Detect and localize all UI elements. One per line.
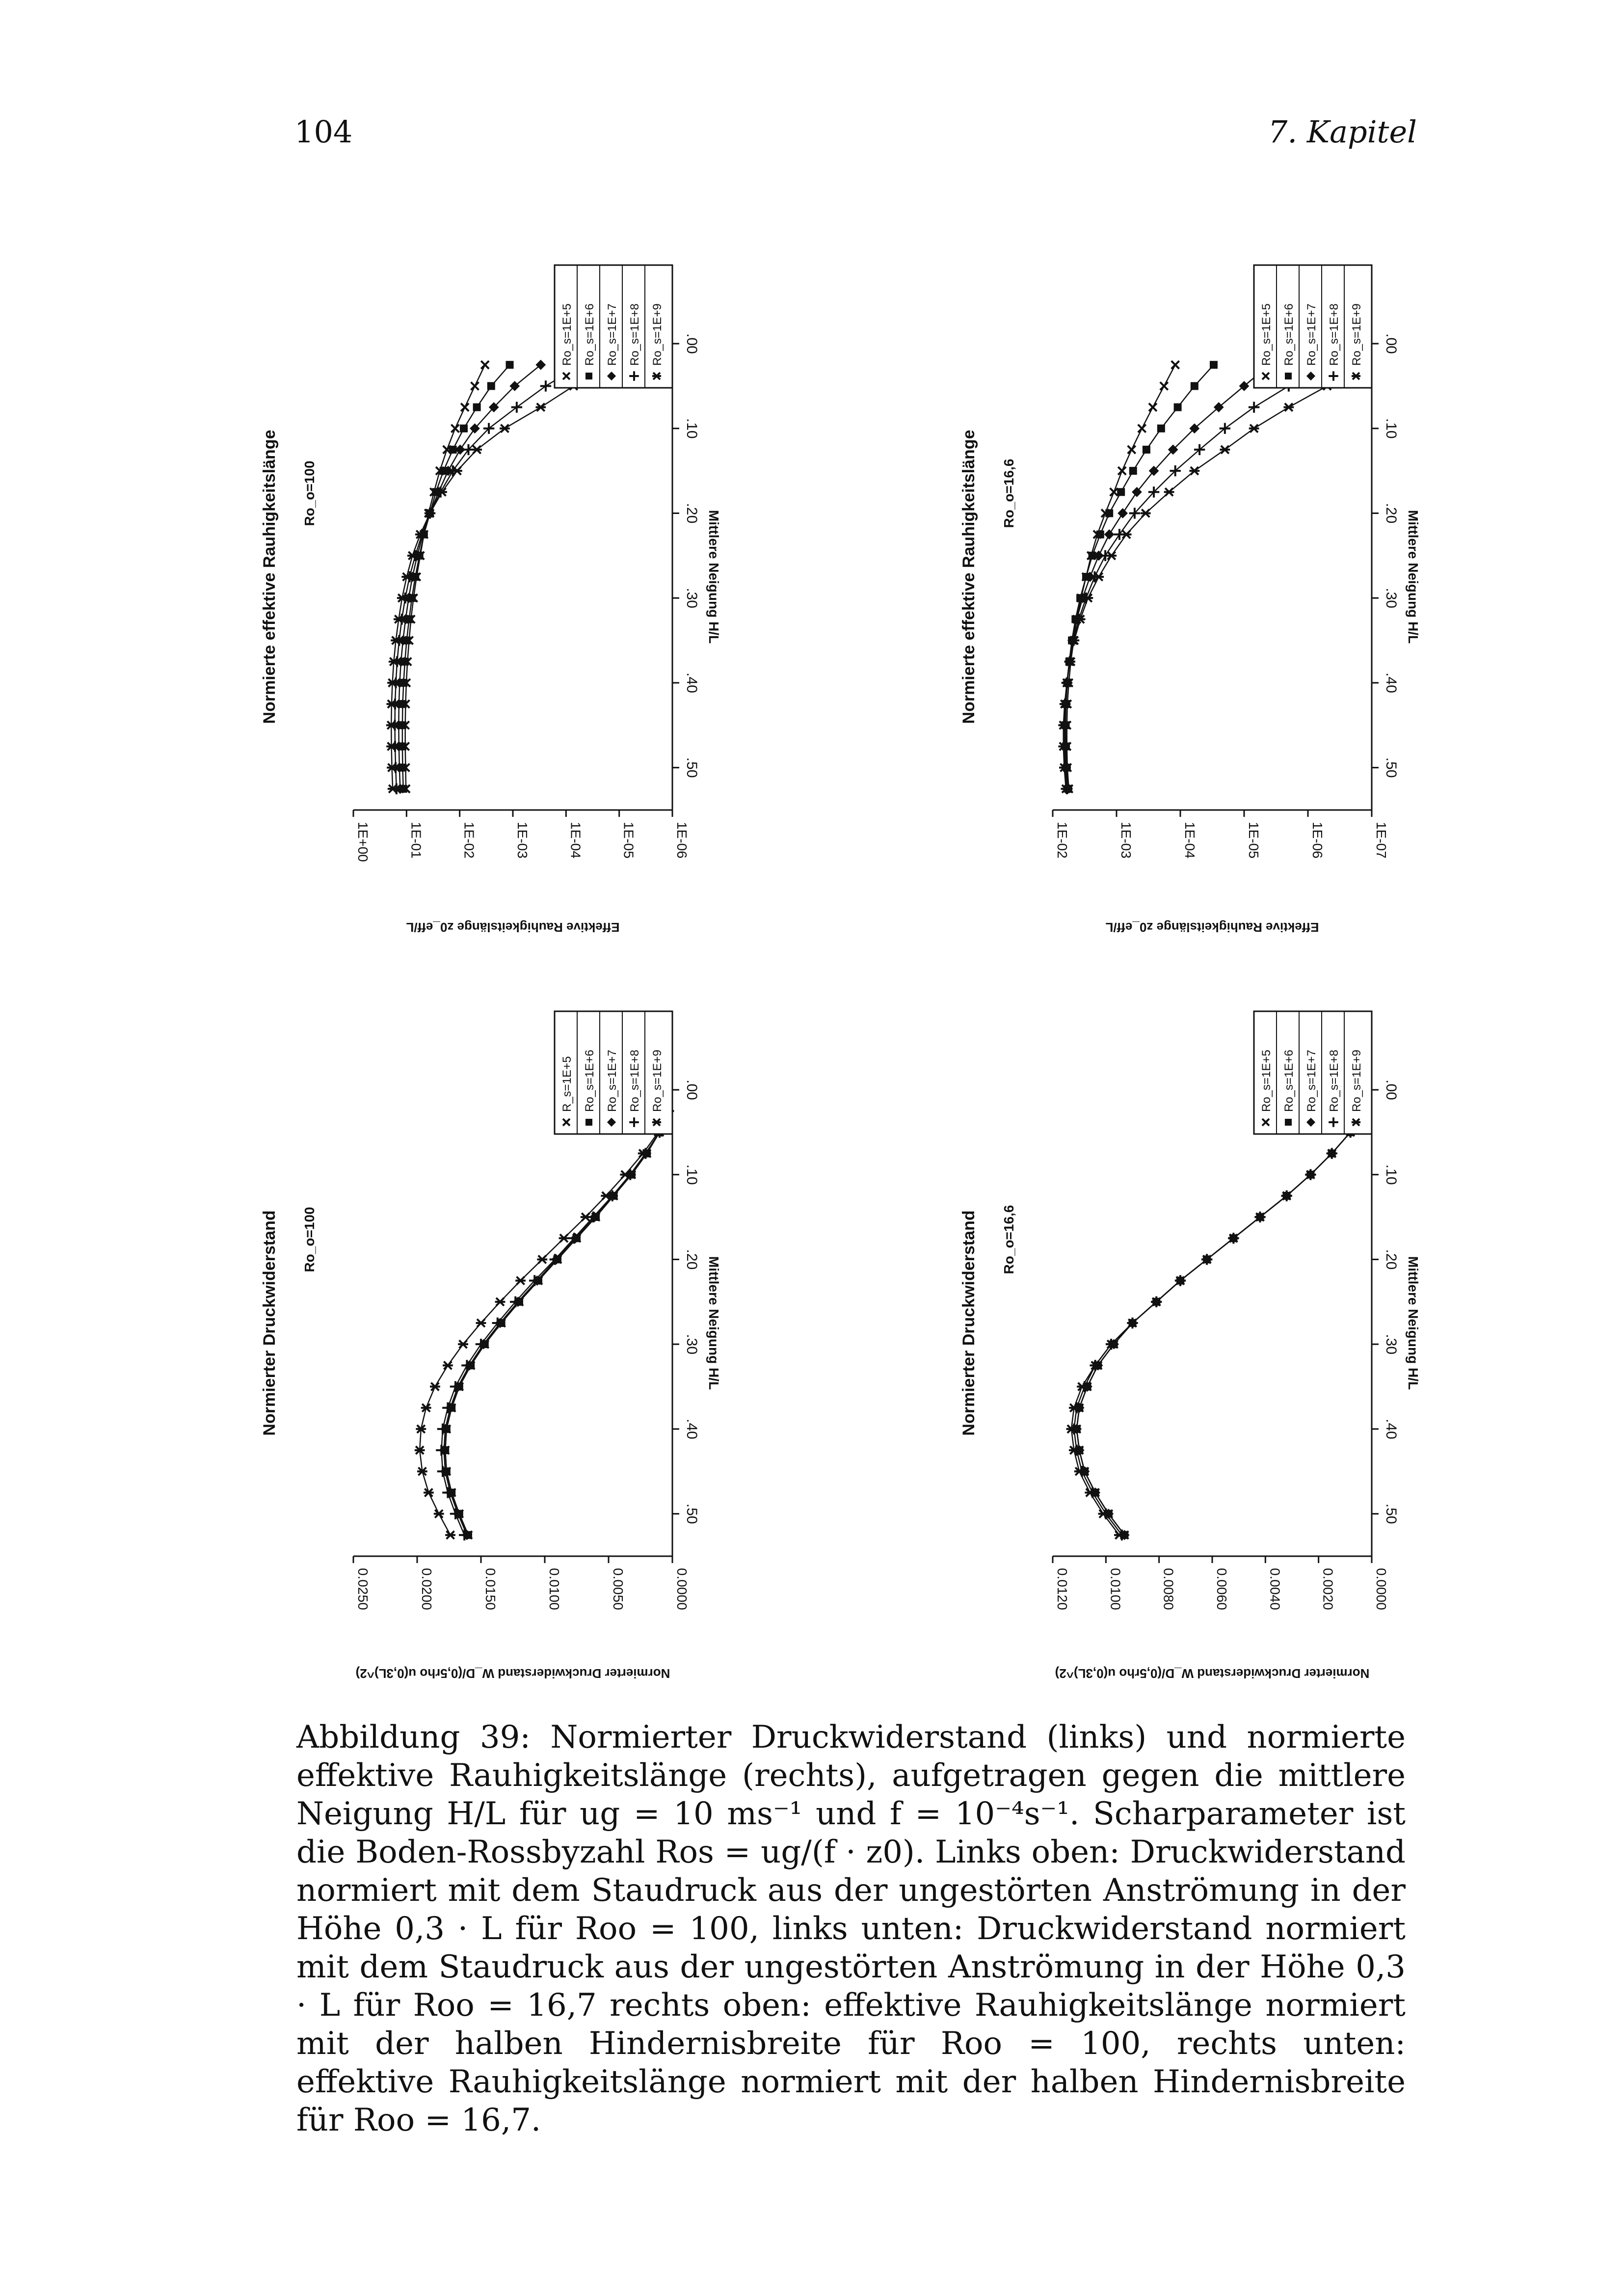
- data-point: [1104, 529, 1115, 540]
- x-tick-label: .00: [684, 333, 700, 354]
- y-tick-label: 1E-02: [461, 822, 477, 859]
- chart-title: Normierter Druckwiderstand: [959, 1210, 978, 1436]
- x-axis-title: Mittlere Neigung H/L: [706, 510, 721, 644]
- data-point: [487, 382, 495, 390]
- chapter-title: 7. Kapitel: [1268, 114, 1417, 150]
- figure-caption: [296, 1718, 1406, 2139]
- legend-label: Ro_s=1E+7: [1305, 1050, 1318, 1112]
- legend-label: Ro_s=1E+7: [606, 1050, 619, 1112]
- legend-label: Ro_s=1E+9: [651, 1050, 664, 1112]
- x-tick-label: .40: [1383, 673, 1399, 693]
- y-tick-label: 0.0200: [419, 1568, 434, 1610]
- legend-marker: [585, 373, 592, 379]
- series-line: [1071, 1111, 1364, 1535]
- data-point: [1085, 1488, 1095, 1496]
- y-tick-label: 1E+00: [355, 822, 371, 862]
- series-3: [1068, 1106, 1369, 1540]
- data-point: [1121, 531, 1132, 539]
- chart-title: Normierter Druckwiderstand: [260, 1210, 279, 1436]
- y-tick-label: 0.0100: [1108, 1568, 1123, 1610]
- data-point: [1110, 488, 1118, 496]
- x-axis-title: Mittlere Neigung H/L: [1406, 1256, 1421, 1390]
- data-point: [620, 1171, 630, 1179]
- legend-marker: [1285, 1119, 1292, 1126]
- data-point: [472, 446, 482, 454]
- data-point: [443, 1361, 453, 1369]
- data-point: [1105, 509, 1113, 517]
- page-number: 104: [294, 114, 353, 150]
- data-point: [1283, 404, 1294, 411]
- chart-subtitle: Ro_o=100: [302, 460, 317, 526]
- data-point: [559, 1234, 569, 1242]
- legend-label: Ro_s=1E+7: [606, 303, 619, 366]
- chart-subtitle: Ro_o=16,6: [1001, 1205, 1016, 1274]
- page-header: [294, 114, 1417, 158]
- x-tick-label: .30: [1383, 1334, 1399, 1355]
- y-axis-title: Normierter Druckwiderstand W_D/(0,5rho u(0,3L)^2): [355, 1666, 670, 1681]
- y-tick-label: 1E-06: [1310, 822, 1325, 859]
- data-point: [537, 1255, 547, 1263]
- y-tick-label: 1E-02: [1055, 822, 1070, 859]
- x-tick-label: .20: [684, 503, 700, 524]
- y-tick-label: 0.0120: [1055, 1568, 1070, 1610]
- x-tick-label: .10: [1383, 418, 1399, 439]
- data-point: [471, 382, 479, 390]
- legend-label: Ro_s=1E+6: [1282, 303, 1296, 366]
- data-point: [1096, 531, 1104, 539]
- y-axis-title: Normierter Druckwiderstand W_D/(0,5rho u(0,3L)^2): [1055, 1666, 1370, 1681]
- y-tick-label: 0.0000: [1374, 1568, 1389, 1610]
- data-point: [1106, 552, 1117, 560]
- chart-top-right: [945, 255, 1436, 952]
- data-point: [458, 1340, 468, 1348]
- series-2: [439, 1106, 673, 1540]
- y-tick-label: 0.0040: [1267, 1568, 1283, 1610]
- x-tick-label: .30: [684, 588, 700, 609]
- data-point: [452, 467, 462, 475]
- series-0: [1073, 1107, 1368, 1539]
- legend-label: Ro_s=1E+7: [1305, 303, 1318, 366]
- legend-label: Ro_s=1E+6: [583, 303, 596, 366]
- data-point: [601, 1192, 611, 1200]
- legend-label: Ro_s=1E+6: [583, 1050, 596, 1112]
- y-tick-label: 1E-04: [568, 822, 584, 859]
- data-point: [1074, 1467, 1085, 1475]
- x-tick-label: .30: [1383, 588, 1399, 609]
- data-point: [500, 425, 510, 432]
- series-2: [1071, 1106, 1369, 1540]
- data-point: [445, 1531, 455, 1539]
- legend-label: Ro_s=1E+5: [1260, 303, 1273, 366]
- legend-label: R_s=1E+5: [560, 1056, 574, 1112]
- y-tick-label: 0.0000: [674, 1568, 690, 1610]
- y-axis-title: Effektive Rauhigkeitslänge z0_eff/L: [1105, 920, 1319, 935]
- x-tick-label: .10: [1383, 1164, 1399, 1185]
- x-tick-label: .00: [1383, 333, 1399, 354]
- legend-label: Ro_s=1E+9: [1350, 1050, 1363, 1112]
- legend-label: Ro_s=1E+5: [1260, 1050, 1273, 1112]
- data-point: [1077, 1383, 1087, 1391]
- data-point: [1118, 467, 1126, 475]
- data-point: [1083, 594, 1093, 602]
- data-point: [1210, 361, 1218, 369]
- x-tick-label: .00: [684, 1080, 700, 1100]
- data-point: [451, 425, 459, 432]
- data-point: [421, 1404, 431, 1412]
- y-tick-label: 0.0060: [1214, 1568, 1229, 1610]
- x-tick-label: .40: [1383, 1419, 1399, 1439]
- data-point: [506, 361, 514, 369]
- x-tick-label: .20: [1383, 503, 1399, 524]
- data-point: [495, 1298, 506, 1306]
- series-line: [1074, 1111, 1363, 1535]
- series-4: [1058, 361, 1372, 793]
- data-point: [1093, 573, 1104, 581]
- data-point: [1191, 382, 1198, 390]
- data-point: [1128, 446, 1136, 454]
- y-tick-label: 0.0080: [1161, 1568, 1176, 1610]
- legend-label: Ro_s=1E+8: [628, 1050, 641, 1112]
- series-3: [436, 1106, 674, 1540]
- legend-label: Ro_s=1E+8: [1328, 303, 1341, 366]
- series-line: [1064, 365, 1367, 789]
- data-point: [511, 402, 522, 412]
- x-tick-label: .50: [684, 757, 700, 778]
- legend-label: Ro_s=1E+5: [560, 303, 574, 366]
- data-point: [461, 404, 469, 411]
- y-tick-label: 1E-05: [621, 822, 637, 859]
- series-4: [386, 361, 626, 793]
- chart-subtitle: Ro_o=100: [302, 1207, 317, 1272]
- data-point: [430, 1383, 440, 1391]
- y-tick-label: 0.0100: [547, 1568, 562, 1610]
- data-point: [434, 1510, 444, 1518]
- data-point: [1117, 488, 1125, 496]
- chart-title: Normierte effektive Rauhigkeitslänge: [959, 430, 978, 724]
- x-tick-label: .20: [684, 1249, 700, 1270]
- data-point: [515, 1277, 526, 1285]
- y-tick-label: 1E-01: [408, 822, 424, 859]
- y-tick-label: 0.0150: [483, 1568, 498, 1610]
- x-tick-label: .00: [1383, 1080, 1399, 1100]
- legend-marker: [1285, 373, 1292, 379]
- data-point: [1138, 425, 1146, 432]
- series-2: [394, 360, 546, 794]
- x-axis-title: Mittlere Neigung H/L: [1406, 510, 1421, 644]
- legend-label: Ro_s=1E+9: [1350, 303, 1363, 366]
- data-point: [1143, 446, 1150, 454]
- legend-label: Ro_s=1E+9: [651, 303, 664, 366]
- x-tick-label: .40: [684, 1419, 700, 1439]
- x-tick-label: .10: [684, 418, 700, 439]
- x-tick-label: .40: [684, 673, 700, 693]
- data-point: [581, 1213, 591, 1221]
- legend-label: Ro_s=1E+8: [1328, 1050, 1341, 1112]
- x-tick-label: .50: [1383, 1503, 1399, 1524]
- data-point: [1141, 509, 1151, 517]
- data-point: [1149, 404, 1157, 411]
- x-tick-label: .50: [1383, 757, 1399, 778]
- data-point: [535, 404, 546, 411]
- data-point: [1171, 361, 1179, 369]
- data-point: [473, 404, 481, 411]
- y-tick-label: 0.0250: [355, 1568, 371, 1610]
- legend-label: Ro_s=1E+6: [1282, 1050, 1296, 1112]
- y-tick-label: 0.0050: [611, 1568, 626, 1610]
- data-point: [1157, 425, 1165, 432]
- legend-label: Ro_s=1E+8: [628, 303, 641, 366]
- y-tick-label: 1E-03: [515, 822, 530, 859]
- chart-subtitle: Ro_o=16,6: [1001, 459, 1016, 528]
- x-axis-title: Mittlere Neigung H/L: [706, 1256, 721, 1390]
- series-line: [1077, 1111, 1364, 1535]
- series-line: [1077, 1111, 1364, 1535]
- chart-bottom-right: [945, 1001, 1436, 1699]
- data-point: [424, 1488, 434, 1496]
- x-tick-label: .20: [1383, 1249, 1399, 1270]
- data-point: [1249, 425, 1259, 432]
- data-point: [481, 361, 489, 369]
- y-axis-title: Effektive Rauhigkeitslänge z0_eff/L: [406, 920, 620, 935]
- series-line: [1077, 1111, 1364, 1535]
- x-tick-label: .50: [684, 1503, 700, 1524]
- data-point: [1220, 446, 1230, 454]
- data-point: [540, 380, 551, 391]
- chart-title: Normierte effektive Rauhigkeitslänge: [260, 430, 279, 724]
- caption-text: Normierter Druckwiderstand (links) und normierte effektive Rauhigkeitslänge (rechts), aufgetragen gegen die mittlere Neigung H/L für ug = 10 ms⁻¹ und f = 10⁻⁴s⁻¹. Scharparameter ist die Boden-Rossbyzahl Ros = ug/(f · z0). Links oben: Druckwiderstand normiert mit dem Staudruck aus der ungestörten Anströmung in der Höhe 0,3 · L für Roo = 100, links unten: Druckwiderstand normiert mit dem Staudruck aus der ungestörten Anströmung in der Höhe 0,3 · L für Roo = 16,7 rechts oben: effektive Rauhigkeitslänge normiert mit der halben Hindernisbreite für Roo = 100, rechts unten: effektive Rauhigkeitslänge normiert mit der halben Hindernisbreite für Roo = 16,7.: [296, 1719, 1406, 2138]
- data-point: [1129, 467, 1137, 475]
- y-tick-label: 1E-05: [1246, 822, 1261, 859]
- y-tick-label: 1E-07: [1374, 822, 1389, 859]
- y-tick-label: 0.0020: [1320, 1568, 1336, 1610]
- data-point: [1174, 404, 1182, 411]
- caption-label: Abbildung 39:: [296, 1719, 531, 1756]
- x-tick-label: .30: [684, 1334, 700, 1355]
- y-tick-label: 1E-06: [674, 822, 690, 859]
- y-tick-label: 1E-04: [1182, 822, 1197, 859]
- data-point: [476, 1319, 486, 1327]
- data-point: [460, 425, 468, 432]
- series-4: [1066, 1107, 1369, 1539]
- data-point: [407, 552, 418, 560]
- data-point: [1249, 402, 1259, 412]
- data-point: [1160, 382, 1168, 390]
- data-point: [1117, 508, 1128, 518]
- series-1: [1073, 1107, 1368, 1539]
- y-tick-label: 1E-03: [1118, 822, 1134, 859]
- chart-bottom-left: [245, 1001, 736, 1699]
- data-point: [1164, 488, 1174, 496]
- legend-marker: [585, 1119, 592, 1126]
- chart-top-left: [245, 255, 736, 952]
- x-tick-label: .10: [684, 1164, 700, 1185]
- data-point: [1098, 1510, 1109, 1518]
- data-point: [1189, 467, 1199, 475]
